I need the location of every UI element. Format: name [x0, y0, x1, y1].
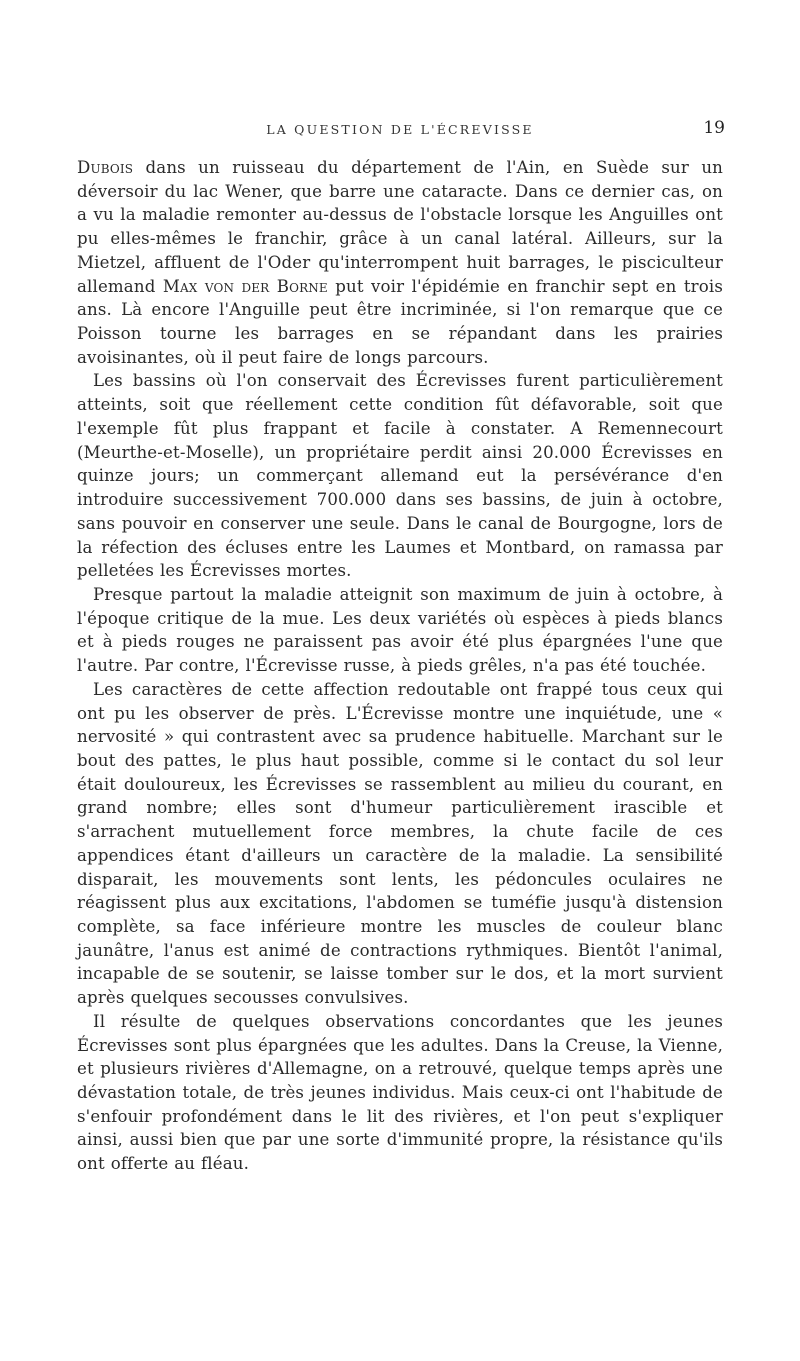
author-name: Max von der Borne — [162, 276, 328, 296]
body-text — [77, 156, 723, 1176]
page-number: 19 — [703, 118, 725, 138]
paragraph: Les bassins où l'on conservait des Écrevisses furent particulièrement atteints, soit que réellement cette condition fût défavorable, soit que l'exemple fût plus frappant et facile à constater. A Remennecourt (Meurthe-et-Moselle), un propriétaire perdit ainsi 20.000 Écrevisses en quinze jours; un commerçant allemand eut la persévérance d'en introduire successivement 700.000 dans ses bassins, de juin à octobre, sans pouvoir en conserver une seule. Dans le canal de Bourgogne, lors de la réfection des écluses entre les Laumes et Montbard, on ramassa par pelletées les Écrevisses mortes. — [77, 371, 723, 581]
paragraph-text: put voir l'épidémie en franchir sept en trois ans. Là encore l'Anguille peut être incriminée, si l'on remarque que ce Poisson tourne les barrages en se répandant dans les prairies avoisinantes, où il peut faire de longs parcours. — [77, 276, 723, 367]
paragraph-text: dans un ruisseau du département de l'Ain, en Suède sur un déversoir du lac Wener, que barre une cataracte. Dans ce dernier cas, on a vu la maladie remonter au-dessus de l'obstacle lorsque les Anguilles ont pu elles-mêmes le franchir, grâce à un canal latéral. Ailleurs, sur la Mietzel, affluent de l'Oder qu'interrompent huit barrages, le pisciculteur allemand — [77, 158, 723, 296]
paragraph: Les caractères de cette affection redoutable ont frappé tous ceux qui ont pu les observer de près. L'Écrevisse montre une inquiétude, une « nervosité » qui contrastent avec sa prudence habituelle. Marchant sur le bout des pattes, le plus haut possible, comme si le contact du sol leur était douloureux, les Écrevisses se rassemblent au milieu du courant, en grand nombre; elles sont d'humeur particulièrement irascible et s'arrachent mutuellement force membres, la chute facile de ces appendices étant d'ailleurs un caractère de la maladie. La sensibilité disparait, les mouvements sont lents, les pédoncules oculaires ne réagissent plus aux excitations, l'abdomen se tuméfie jusqu'à distension complète, sa face inférieure montre les muscles de couleur blanc jaunâtre, l'anus est animé de contractions rythmiques. Bientôt l'animal, incapable de se soutenir, se laisse tomber sur le dos, et la mort survient après quelques secousses convulsives. — [77, 679, 723, 1008]
author-name: Dubois — [77, 158, 134, 177]
paragraph: Presque partout la maladie atteignit son maximum de juin à octobre, à l'époque critique de la mue. Les deux variétés où espèces à pieds blancs et à pieds rouges ne paraissent pas avoir été plus épargnées l'une que l'autre. Par contre, l'Écrevisse russe, à pieds grêles, n'a pas été touchée. — [77, 584, 723, 676]
paragraph — [77, 156, 723, 369]
running-title: LA QUESTION DE L'ÉCREVISSE — [266, 122, 534, 137]
running-head — [0, 118, 800, 146]
paragraph: Il résulte de quelques observations concordantes que les jeunes Écrevisses sont plus épargnées que les adultes. Dans la Creuse, la Vienne, et plusieurs rivières d'Allemagne, on a retrouvé, quelque temps après une dévastation totale, de très jeunes individus. Mais ceux-ci ont l'habitude de s'enfouir profondément dans le lit des rivières, et l'on peut s'expliquer ainsi, aussi bien que par une sorte d'immunité propre, la résistance qu'ils ont offerte au fléau. — [77, 1011, 723, 1174]
